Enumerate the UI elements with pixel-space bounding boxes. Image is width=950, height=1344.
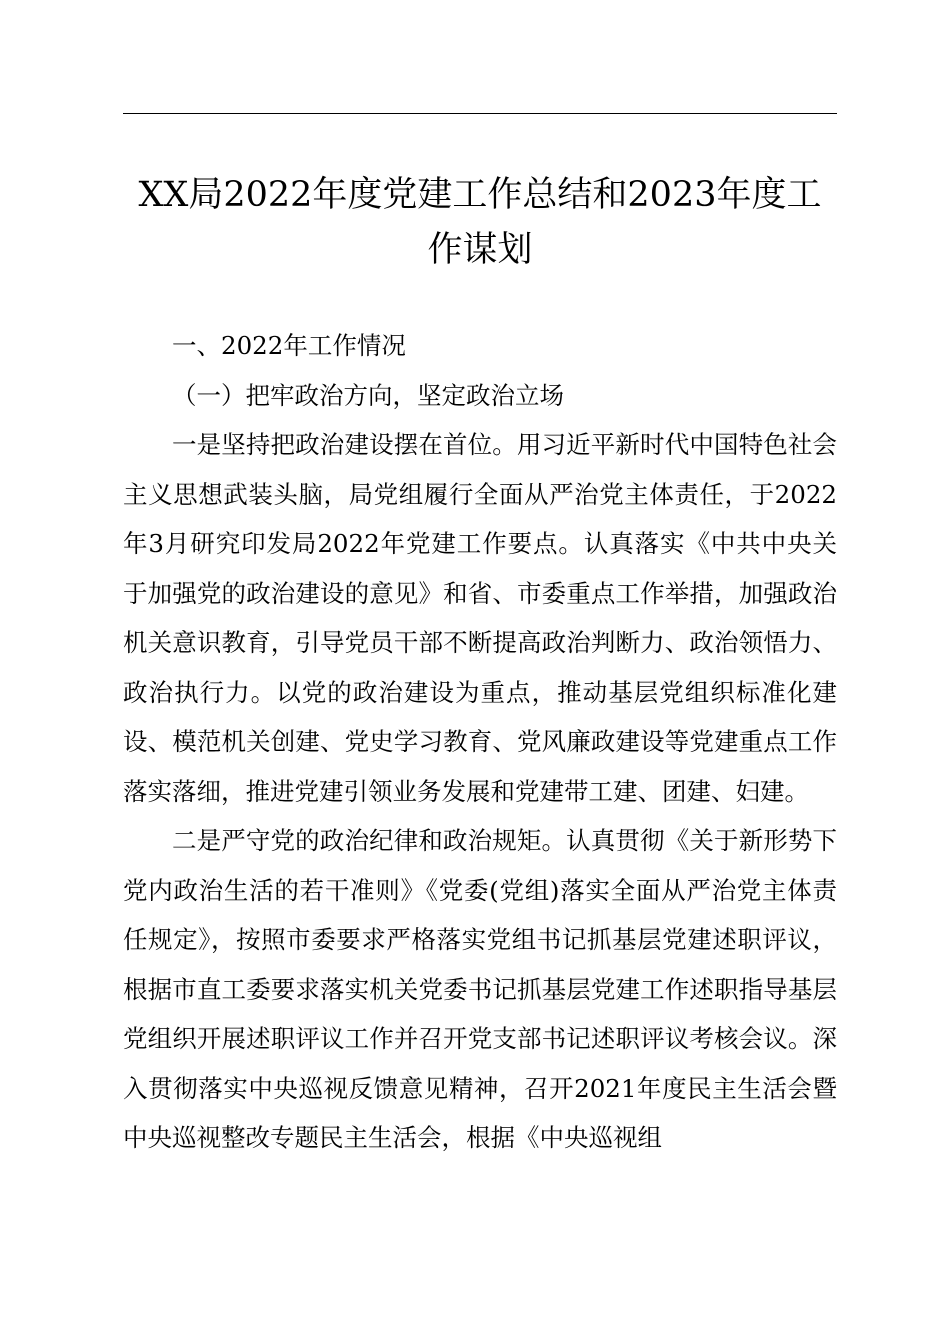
document-body bbox=[123, 321, 837, 1163]
section-heading: 一、2022年工作情况 bbox=[172, 331, 406, 360]
section-subheading: （一）把牢政治方向，坚定政治立场 bbox=[172, 380, 564, 410]
paragraph: 一是坚持把政治建设摆在首位。用习近平新时代中国特色社会主义思想武装头脑，局党组履行全面从严治党主体责任，于2022年3月研究印发局2022年党建工作要点。认真落实《中共中央关于加强党的政治建设的意见》和省、市委重点工作举措，加强政治机关意识教育，引导党员干部不断提高政治判断力、政治领悟力、政治执行力。以党的政治建设为重点，推动基层党组织标准化建设、模范机关创建、党史学习教育、党风廉政建设等党建重点工作落实落细，推进党建引领业务发展和党建带工建、团建、妇建。 bbox=[123, 430, 837, 806]
paragraph: 二是严守党的政治纪律和政治规矩。认真贯彻《关于新形势下党内政治生活的若干准则》《党委(党组)落实全面从严治党主体责任规定》，按照市委要求严格落实党组书记抓基层党建述职评议，根据市直工委要求落实机关党委书记抓基层党建工作述职指导基层党组织开展述职评议工作并召开党支部书记述职评议考核会议。深入贯彻落实中央巡视反馈意见精神，召开2021年度民主生活会暨中央巡视整改专题民主生活会，根据《中央巡视组 bbox=[123, 826, 837, 1152]
header-rule bbox=[123, 113, 837, 114]
document-title: XX局2022年度党建工作总结和2023年度工作谋划 bbox=[138, 175, 822, 270]
